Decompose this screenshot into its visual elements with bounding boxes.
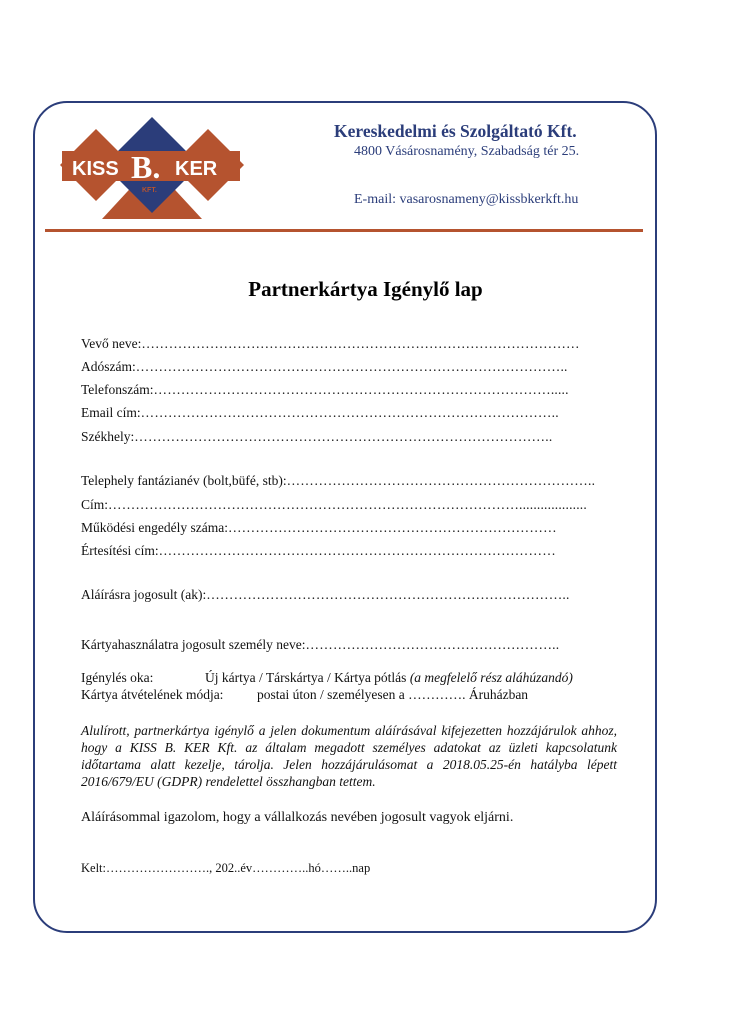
field-label: Telephely fantázianév (bolt,büfé, stb): [81,473,287,488]
field-fill-line: ………………………………………………………………………………................... [108,497,587,512]
field-email[interactable] [81,405,559,421]
logo-text-kiss: KISS [72,158,119,180]
field-label: Email cím: [81,405,141,420]
request-reason-label: Igénylés oka: [81,670,154,685]
gdpr-consent-text: Alulírott, partnerkártya igénylő a jelen dokumentum aláírásával kifejezetten hozzájárulok ahhoz, hogy a KISS B. KER Kft. az általam megadott személyes adatokat az üzleti kapcsolatunk időtartama alatt kezelje, tárolja. Jelen hozzájárulásomat a 2018.05.25-én hatályba lépett 2016/679/EU (GDPR) rendelettel összhangban tettem. [81,723,617,789]
field-phone[interactable] [81,382,569,398]
kiss-b-ker-logo [58,115,244,219]
field-fill-line: ……………………………………………………………………………….. [134,429,553,444]
field-label: Működési engedély száma: [81,520,228,535]
field-label: Értesítési cím: [81,543,159,558]
field-fill-line: ………………………………………………………………………………….. [135,359,568,374]
logo-text-b: B. [131,149,161,185]
company-email: E-mail: vasarosnameny@kissbkerkft.hu [354,192,579,207]
field-authorized-signatory[interactable] [81,587,570,603]
field-label: Székhely: [81,429,135,444]
field-fill-line: ……………………………………………………………………………….. [140,405,559,420]
request-reason-note: (a megfelelő rész aláhúzandó) [409,670,573,685]
field-site-name[interactable] [81,473,595,489]
form-frame [33,101,657,933]
field-label: Telefonszám: [81,382,154,397]
field-label: Kártyahasználatra jogosult személy neve: [81,637,306,652]
field-label: Aláírásra jogosult (ak): [81,587,207,602]
pickup-method-options[interactable]: postai úton / személyesen a …………. Áruházban [257,687,529,702]
field-address[interactable] [81,497,587,513]
field-notification-address[interactable] [81,543,556,559]
field-fill-line: ……………………………………………….. [305,637,560,652]
field-fill-line: ……………………………………………………………… [227,520,557,535]
logo-text-kft: KFT. [142,187,157,194]
form-title: Partnerkártya Igénylő lap [248,277,483,301]
field-card-user[interactable] [81,637,559,653]
date-line[interactable]: Kelt:……………………., 202..év…………..hó……..nap [81,861,371,875]
field-tax-number[interactable] [81,359,568,375]
company-name: Kereskedelmi és Szolgáltató Kft. [334,121,577,141]
field-fill-line: …………………………………………………………………………… [158,543,556,558]
pickup-method-label: Kártya átvételének módja: [81,687,224,702]
field-fill-line: ………………………………………………………….. [286,473,596,488]
company-address: 4800 Vásárosnamény, Szabadság tér 25. [354,144,580,159]
field-label: Adószám: [81,359,136,374]
field-headquarters[interactable] [81,429,552,445]
pickup-method-row [81,687,528,703]
request-reason-row [81,670,573,686]
field-label: Vevő neve: [81,336,142,351]
field-customer-name[interactable] [81,336,580,352]
logo-text-ker: KER [175,158,218,180]
request-reason-options[interactable]: Új kártya / Társkártya / Kártya pótlás [205,670,407,685]
field-license-number[interactable] [81,520,557,536]
field-fill-line: …………………………………………………………………………………… [141,336,580,351]
header-divider [45,229,643,232]
field-label: Cím: [81,497,109,512]
authorization-statement: Aláírásommal igazolom, hogy a vállalkozás nevében jogosult vagyok eljárni. [81,810,514,825]
field-fill-line: ……………………………………………………………………………..... [153,382,569,397]
field-fill-line: …………………………………………………………………….. [206,587,570,602]
